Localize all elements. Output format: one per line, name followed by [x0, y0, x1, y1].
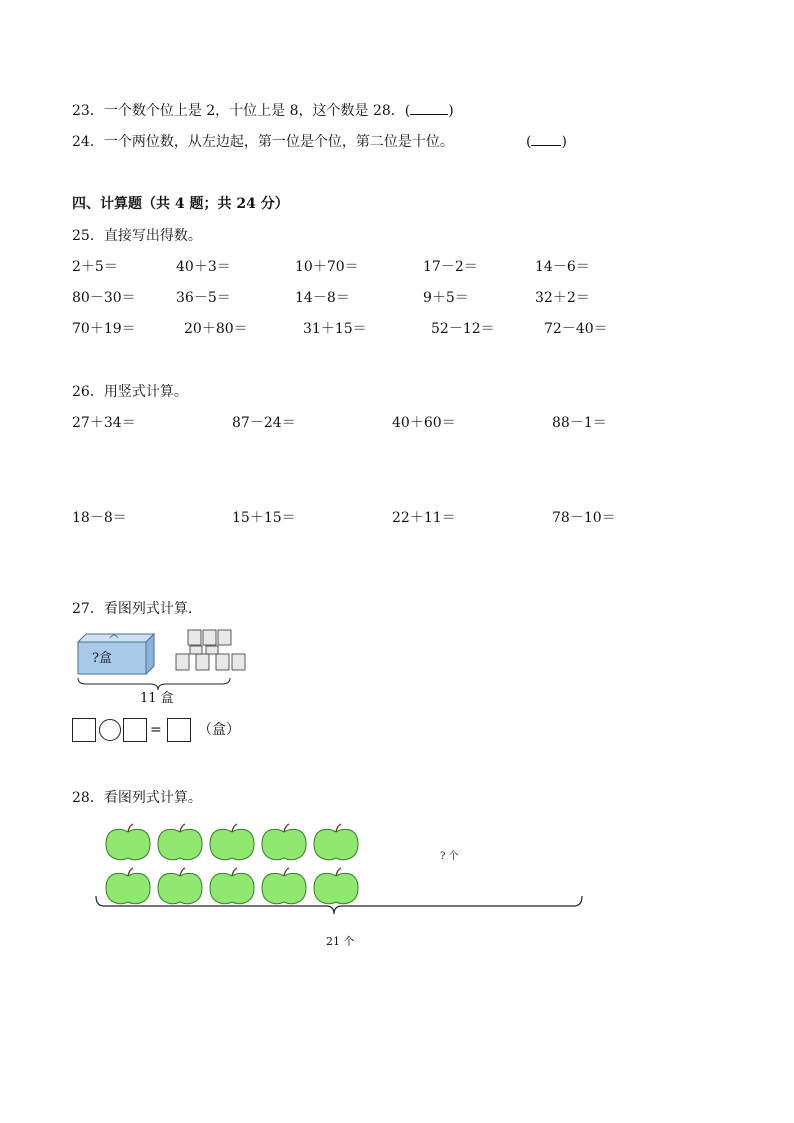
- q25-item: 72－40＝: [544, 321, 608, 337]
- apple-icon: [314, 868, 358, 904]
- apple-icon: [158, 868, 202, 904]
- q26-item: 18－8＝: [72, 510, 127, 526]
- question-24-text: 24．一个两位数，从左边起，第一位是个位，第二位是十位。: [72, 134, 454, 150]
- q25-item: 10＋70＝: [295, 259, 359, 275]
- answer-box-3[interactable]: [167, 718, 191, 742]
- operator-circle[interactable]: [99, 719, 121, 741]
- q25-item: 31＋15＝: [303, 321, 367, 337]
- q26-item: 22＋11＝: [392, 510, 456, 526]
- question-23: [72, 102, 454, 120]
- answer-blank-24[interactable]: [531, 133, 561, 146]
- q26-item: 78－10＝: [552, 510, 616, 526]
- section-4-title: 四、计算题（共 4 题；共 24 分）: [72, 196, 289, 212]
- question-26-title: 26．用竖式计算。: [72, 384, 188, 400]
- q26-item: 88－1＝: [552, 415, 607, 431]
- answer-box-1[interactable]: [72, 718, 96, 742]
- answer-box-2[interactable]: [123, 718, 147, 742]
- q25-item: 9＋5＝: [423, 290, 469, 306]
- question-24-open: (: [526, 134, 532, 150]
- question-28-title: 28．看图列式计算。: [72, 790, 202, 806]
- brace-icon: [78, 678, 230, 690]
- apple-icon: [262, 868, 306, 904]
- answer-blank-23[interactable]: [410, 102, 448, 115]
- question-23-text: 23．一个数个位上是 2，十位上是 8，这个数是 28．(: [72, 103, 411, 119]
- question-25-title: 25．直接写出得数。: [72, 228, 202, 244]
- apple-icon: [262, 824, 306, 860]
- q25-item: 20＋80＝: [184, 321, 248, 337]
- q25-item: 36－5＝: [176, 290, 231, 306]
- boxes-illustration: [72, 624, 252, 694]
- q25-item: 52－12＝: [431, 321, 495, 337]
- q25-item: 14－8＝: [295, 290, 350, 306]
- question-27-title: 27．看图列式计算.: [72, 601, 193, 617]
- q25-item: 2＋5＝: [72, 259, 118, 275]
- equals-sign: =: [150, 722, 162, 738]
- q25-item: 14－6＝: [535, 259, 590, 275]
- q25-item: 40＋3＝: [176, 259, 231, 275]
- q26-item: 87－24＝: [232, 415, 296, 431]
- q25-item: 80－30＝: [72, 290, 136, 306]
- apple-icon: [210, 824, 254, 860]
- apple-icon: [158, 824, 202, 860]
- question-23-close: ): [448, 103, 454, 119]
- q25-item: 17－2＝: [423, 259, 478, 275]
- q26-item: 40＋60＝: [392, 415, 456, 431]
- apple-icon: [106, 868, 150, 904]
- q25-item: 32＋2＝: [535, 290, 590, 306]
- big-box-label: ?盒: [92, 651, 112, 666]
- question-24: [72, 133, 454, 151]
- question-24-close: ): [561, 134, 567, 150]
- question-count-label: ? 个: [440, 851, 459, 862]
- q26-item: 27＋34＝: [72, 415, 136, 431]
- apple-icon: [314, 824, 358, 860]
- small-box-icon: [176, 630, 245, 670]
- total-boxes-label: 11 盒: [140, 691, 174, 706]
- apple-icon: [106, 824, 150, 860]
- apples-illustration: [90, 820, 590, 920]
- question-24-answer: [526, 133, 567, 151]
- q26-item: 15＋15＝: [232, 510, 296, 526]
- apple-icon: [210, 868, 254, 904]
- big-box-icon: [78, 634, 154, 674]
- unit-label: （盒）: [198, 722, 240, 738]
- q25-item: 70＋19＝: [72, 321, 136, 337]
- total-apples-label: 21 个: [326, 935, 355, 948]
